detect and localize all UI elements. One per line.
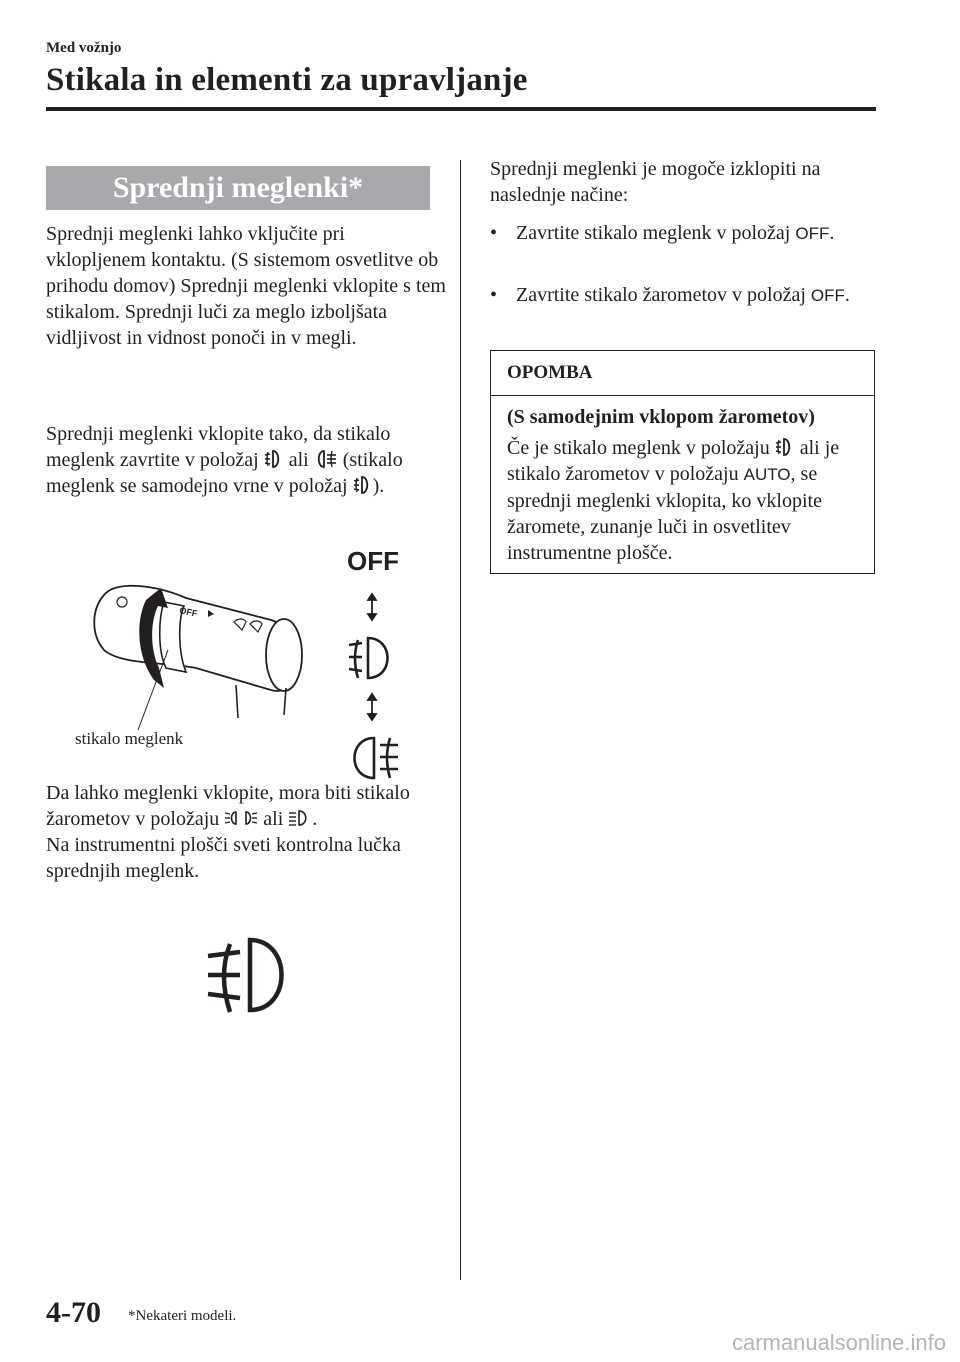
requirement-paragraph [46,780,451,884]
note-text-c: , se sprednji meglenki vklopita, ko vklopite žaromete, zunanje luči in osvetlitev instrumentne plošče. [507,463,822,564]
footnote: *Nekateri modeli. [128,1308,237,1324]
requirement-text-a: Da lahko meglenki vklopite, mora biti stikalo žarometov v položaju [46,782,410,830]
note-box [490,350,875,574]
front-fog-icon [349,638,388,678]
title-rule [46,107,876,111]
activation-text-a: Sprednji meglenki vklopite tako, da stikalo meglenk zavrtite v položaj [46,423,391,471]
note-body [491,429,874,566]
indicator-text: Na instrumentni plošči sveti kontrolna lučka sprednjih meglenk. [46,834,401,882]
list-item [490,282,870,309]
bullet-icon: • [490,222,498,244]
page-number: 4-70 [46,1296,101,1329]
parking-light-icon [224,807,258,829]
note-heading: OPOMBA [491,351,874,396]
page-title: Stikala in elementi za upravljanje [46,62,528,98]
requirement-text-b: ali [263,808,284,830]
headlight-icon [288,807,312,829]
svg-text:OFF: OFF [178,605,199,619]
switch-stalk [94,586,294,691]
note-text-a: Če je stikalo meglenk v položaju [507,437,770,459]
bullet-end: . [829,222,835,244]
bullet-text: Zavrtite stikalo žarometov v položaj [516,284,806,306]
rear-fog-icon [314,448,338,470]
fog-switch-label: stikalo meglenk [75,729,184,748]
front-fog-icon [353,474,373,496]
bullet-icon: • [490,284,498,306]
stalk-end-cap [266,619,302,691]
front-fog-indicator-icon [200,930,300,1020]
activation-text-b: ali [288,449,309,471]
note-code: AUTO [743,465,791,484]
off-position-label: OFF [347,546,399,576]
intro-paragraph: Sprednji meglenki lahko vključite pri vklopljenem kontaktu. (S sistemom osvetlitve ob prihodu domov) Sprednji meglenki vklopite s tem stikalom. Sprednji luči za meglo izboljšata vidljivost in vidnost ponoči in v megli. [46,223,446,349]
activation-paragraph [46,421,451,499]
section-label: Med vožnjo [46,40,122,56]
position-arrow-2 [368,694,376,720]
rear-fog-icon [355,738,399,778]
bullet-code: OFF [810,286,845,305]
list-item [490,220,870,247]
activation-text-c: (stikalo meglenk se samodejno vrne v položaj [46,449,403,497]
column-divider [460,160,461,1280]
note-text-b: ali je stikalo žarometov v položaju [507,437,840,485]
bullet-end: . [844,284,850,306]
switch-off-intro: Sprednji meglenki je mogoče izklopiti na naslednje načine: [490,158,821,206]
front-fog-icon [775,436,795,458]
bullet-text: Zavrtite stikalo meglenk v položaj [516,222,791,244]
watermark: carmanualsonline.info [731,1330,946,1355]
note-subheading: (S samodejnim vklopom žarometov) [507,406,815,428]
front-fog-icon [264,448,284,470]
requirement-text-c: . [312,808,318,830]
section-banner: Sprednji meglenki* [46,166,430,210]
activation-text-d: ). [372,475,385,497]
position-arrow-1 [368,594,376,620]
bullet-code: OFF [795,224,830,243]
